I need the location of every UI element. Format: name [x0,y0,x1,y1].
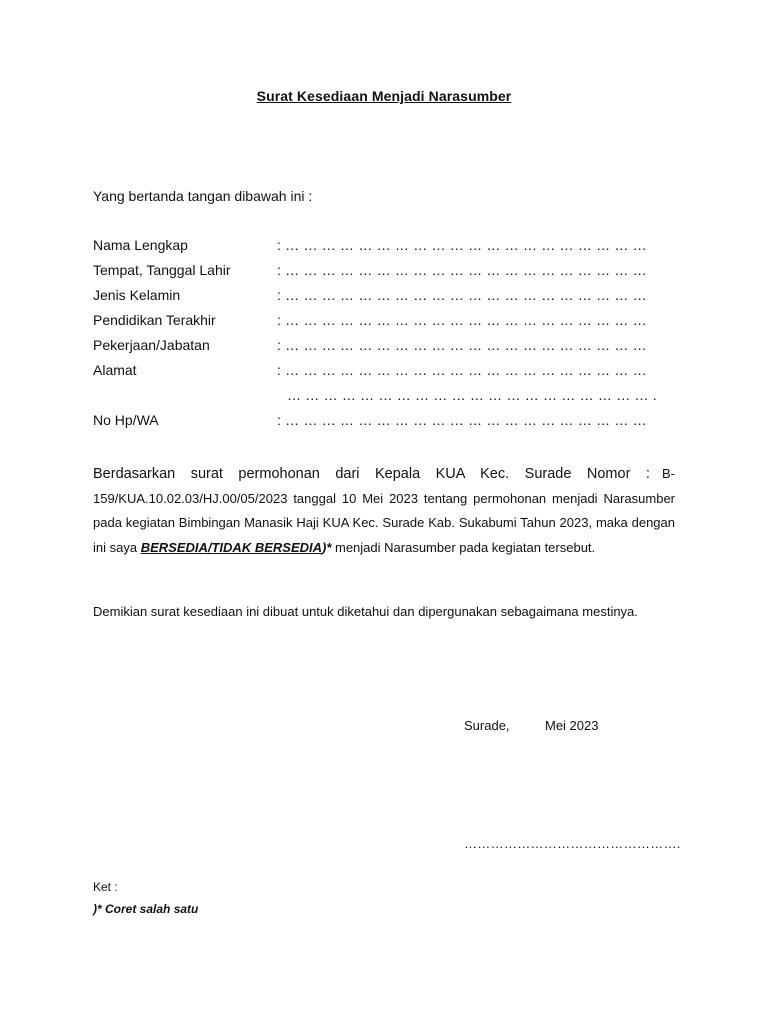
field-row-gender [93,287,693,312]
document-title: Surat Kesediaan Menjadi Narasumber [256,88,512,104]
field-value: : … … … … … … … … … … … … … … … … … … … … [277,262,647,278]
field-label: Pekerjaan/Jabatan [93,337,210,353]
note-label: Ket : [93,880,118,894]
statement-choice: BERSEDIA/TIDAK BERSEDIA [140,539,322,555]
field-value: : … … … … … … … … … … … … … … … … … … … … [277,287,647,303]
field-value: : … … … … … … … … … … … … … … … … … … … … [277,312,647,328]
field-row-education [93,312,693,337]
place-date [464,718,598,733]
intro-text: Yang bertanda tangan dibawah ini : [93,188,313,204]
field-value: : … … … … … … … … … … … … … … … … … … … … [277,362,647,378]
field-value: : … … … … … … … … … … … … … … … … … … … … [277,412,647,428]
field-label: Jenis Kelamin [93,287,181,303]
closing-paragraph: Demikian surat kesediaan ini dibuat untuk diketahui dan dipergunakan sebagaimana mestinya. [93,604,638,619]
statement-paragraph [93,462,675,560]
field-row-address-continued [93,387,693,412]
field-value: … … … … … … … … … … … … … … … … … … … … . [287,387,657,403]
field-label: Pendidikan Terakhir [93,312,216,328]
field-label: Nama Lengkap [93,237,188,253]
field-label: Tempat, Tanggal Lahir [93,262,231,278]
field-row-occupation [93,337,693,362]
identity-fields [93,237,693,437]
statement-text: B-159/KUA.10.02.03/HJ.00/05/2023 tanggal 10 Mei 2023 tentang permohonan menjadi Narasumber pada kegiatan Bimbingan Manasik Haji KUA Kec. Surade Kab. Sukabumi Tahun 2023, maka dengan ini saya [93,466,675,555]
statement-marker: )* [322,539,332,555]
field-row-name [93,237,693,262]
field-row-address [93,362,693,387]
statement-end: menjadi Narasumber pada kegiatan tersebut. [331,539,596,555]
field-value: : … … … … … … … … … … … … … … … … … … … … [277,337,647,353]
signature-line: …………………………………………. [464,836,681,851]
note-text: )* Coret salah satu [93,902,199,916]
field-value: : … … … … … … … … … … … … … … … … … … … … [277,237,647,253]
date: Mei 2023 [545,718,599,733]
field-row-phone [93,412,693,437]
place: Surade, [464,718,510,733]
statement-lead: Berdasarkan surat permohonan dari Kepala KUA Kec. Surade Nomor : [93,466,650,482]
field-row-birth [93,262,693,287]
field-label: No Hp/WA [93,412,159,428]
field-label: Alamat [93,362,137,378]
